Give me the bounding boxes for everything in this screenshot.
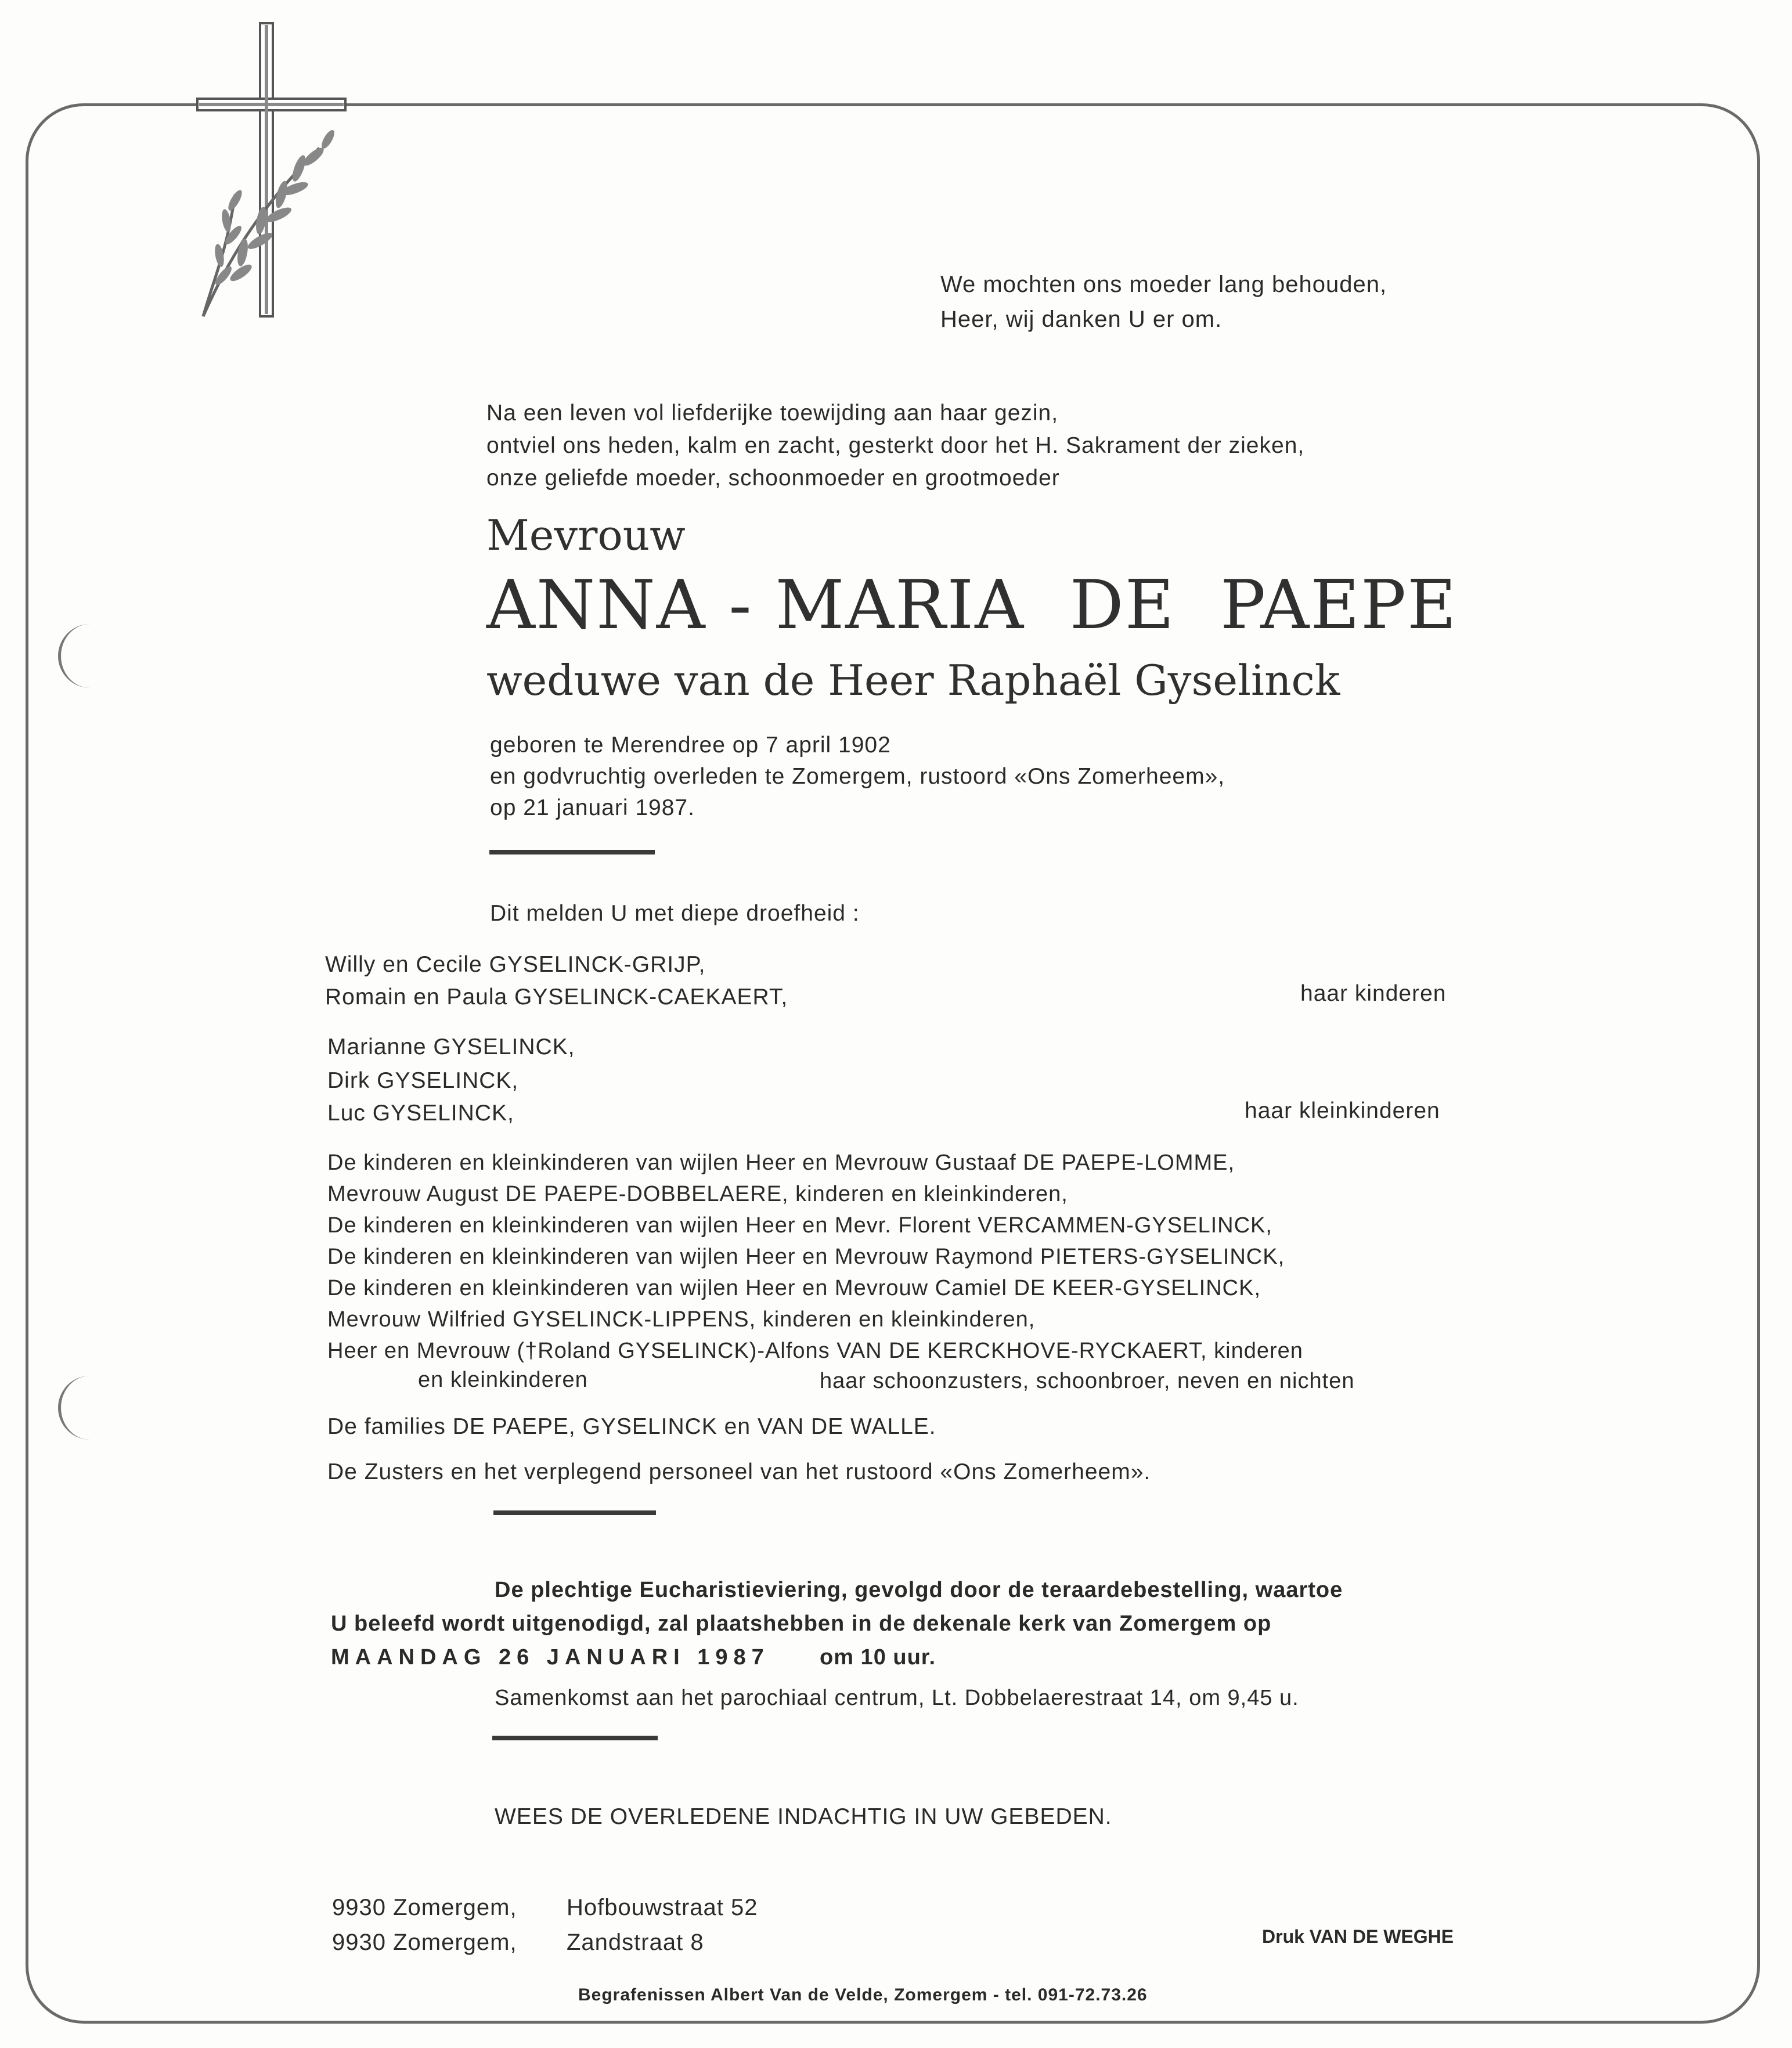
address-street-1: Hofbouwstraat 52 (567, 1895, 758, 1920)
relative-line-6: Mevrouw Wilfried GYSELINCK-LIPPENS, kinderen en kleinkinderen, (327, 1307, 1036, 1332)
relative-line-8: en kleinkinderen (418, 1368, 588, 1392)
relative-line-2: Mevrouw August DE PAEPE-DOBBELAERE, kinderen en kleinkinderen, (327, 1182, 1068, 1206)
child-2: Romain en Paula GYSELINCK-CAEKAERT, (325, 985, 788, 1009)
relative-line-1: De kinderen en kleinkinderen van wijlen Heer en Mevrouw Gustaaf DE PAEPE-LOMME, (327, 1151, 1235, 1175)
intro-line-3: onze geliefde moeder, schoonmoeder en grootmoeder (486, 466, 1060, 491)
ceremony-line-1: De plechtige Eucharistieviering, gevolgd door de teraardebestelling, waartoe (495, 1578, 1343, 1602)
born-line: geboren te Merendree op 7 april 1902 (490, 733, 891, 758)
nurses-line: De Zusters en het verplegend personeel van het rustoord «Ons Zomerheem». (327, 1459, 1151, 1484)
grandchild-3: Luc GYSELINCK, (327, 1101, 514, 1126)
intro-line-1: Na een leven vol liefderijke toewijding aan haar gezin, (486, 401, 1059, 426)
gathering-line: Samenkomst aan het parochiaal centrum, Lt. Dobbelaerestraat 14, om 9,45 u. (495, 1686, 1299, 1710)
cross-with-palm-icon (192, 20, 348, 322)
divider-1 (489, 850, 655, 854)
deceased-title: Mevrouw (486, 511, 686, 560)
divider-3 (492, 1736, 658, 1740)
undertaker-line: Begrafenissen Albert Van de Velde, Zomergem - tel. 091-72.73.26 (578, 1985, 1148, 2004)
death-date-line: op 21 januari 1987. (490, 795, 695, 820)
relative-line-7: Heer en Mevrouw (†Roland GYSELINCK)-Alfons VAN DE KERCKHOVE-RYCKAERT, kinderen (327, 1339, 1303, 1363)
announcement: Dit melden U met diepe droefheid : (490, 901, 860, 926)
deceased-name: ANNA - MARIA DE PAEPE (486, 566, 1458, 644)
prayer-line: WEES DE OVERLEDENE INDACHTIG IN UW GEBEDEN. (495, 1804, 1112, 1829)
families-line: De families DE PAEPE, GYSELINCK en VAN DE WALLE. (327, 1414, 936, 1439)
ceremony-date: MAANDAG 26 JANUARI 1987 (331, 1645, 770, 1670)
epigraph-line-1: We mochten ons moeder lang behouden, (940, 272, 1387, 297)
ceremony-time: om 10 uur. (820, 1645, 936, 1670)
relative-line-3: De kinderen en kleinkinderen van wijlen Heer en Mevr. Florent VERCAMMEN-GYSELINCK, (327, 1213, 1272, 1238)
epigraph-line-2: Heer, wij danken U er om. (940, 307, 1223, 332)
grandchild-1: Marianne GYSELINCK, (327, 1034, 575, 1059)
address-city-2: 9930 Zomergem, (332, 1930, 517, 1955)
ceremony-line-2: U beleefd wordt uitgenodigd, zal plaatshebben in de dekenale kerk van Zomergem op (331, 1611, 1272, 1636)
children-role: haar kinderen (1300, 981, 1447, 1006)
child-1: Willy en Cecile GYSELINCK-GRIJP, (325, 952, 706, 977)
deceased-spouse: weduwe van de Heer Raphaël Gyselinck (486, 656, 1340, 705)
grandchild-2: Dirk GYSELINCK, (327, 1068, 519, 1093)
died-line: en godvruchtig overleden te Zomergem, rustoord «Ons Zomerheem», (490, 764, 1225, 789)
grandchildren-role: haar kleinkinderen (1245, 1098, 1440, 1123)
address-city-1: 9930 Zomergem, (332, 1895, 517, 1920)
printer-credit: Druk VAN DE WEGHE (1262, 1926, 1454, 1947)
address-street-2: Zandstraat 8 (567, 1930, 704, 1955)
divider-2 (493, 1510, 656, 1515)
card-border (26, 103, 1760, 2024)
intro-line-2: ontviel ons heden, kalm en zacht, gesterkt door het H. Sakrament der zieken, (486, 433, 1305, 458)
relative-line-4: De kinderen en kleinkinderen van wijlen Heer en Mevrouw Raymond PIETERS-GYSELINCK, (327, 1245, 1285, 1269)
relative-line-5: De kinderen en kleinkinderen van wijlen Heer en Mevrouw Camiel DE KEER-GYSELINCK, (327, 1276, 1261, 1300)
relatives-role: haar schoonzusters, schoonbroer, neven en nichten (820, 1369, 1355, 1393)
